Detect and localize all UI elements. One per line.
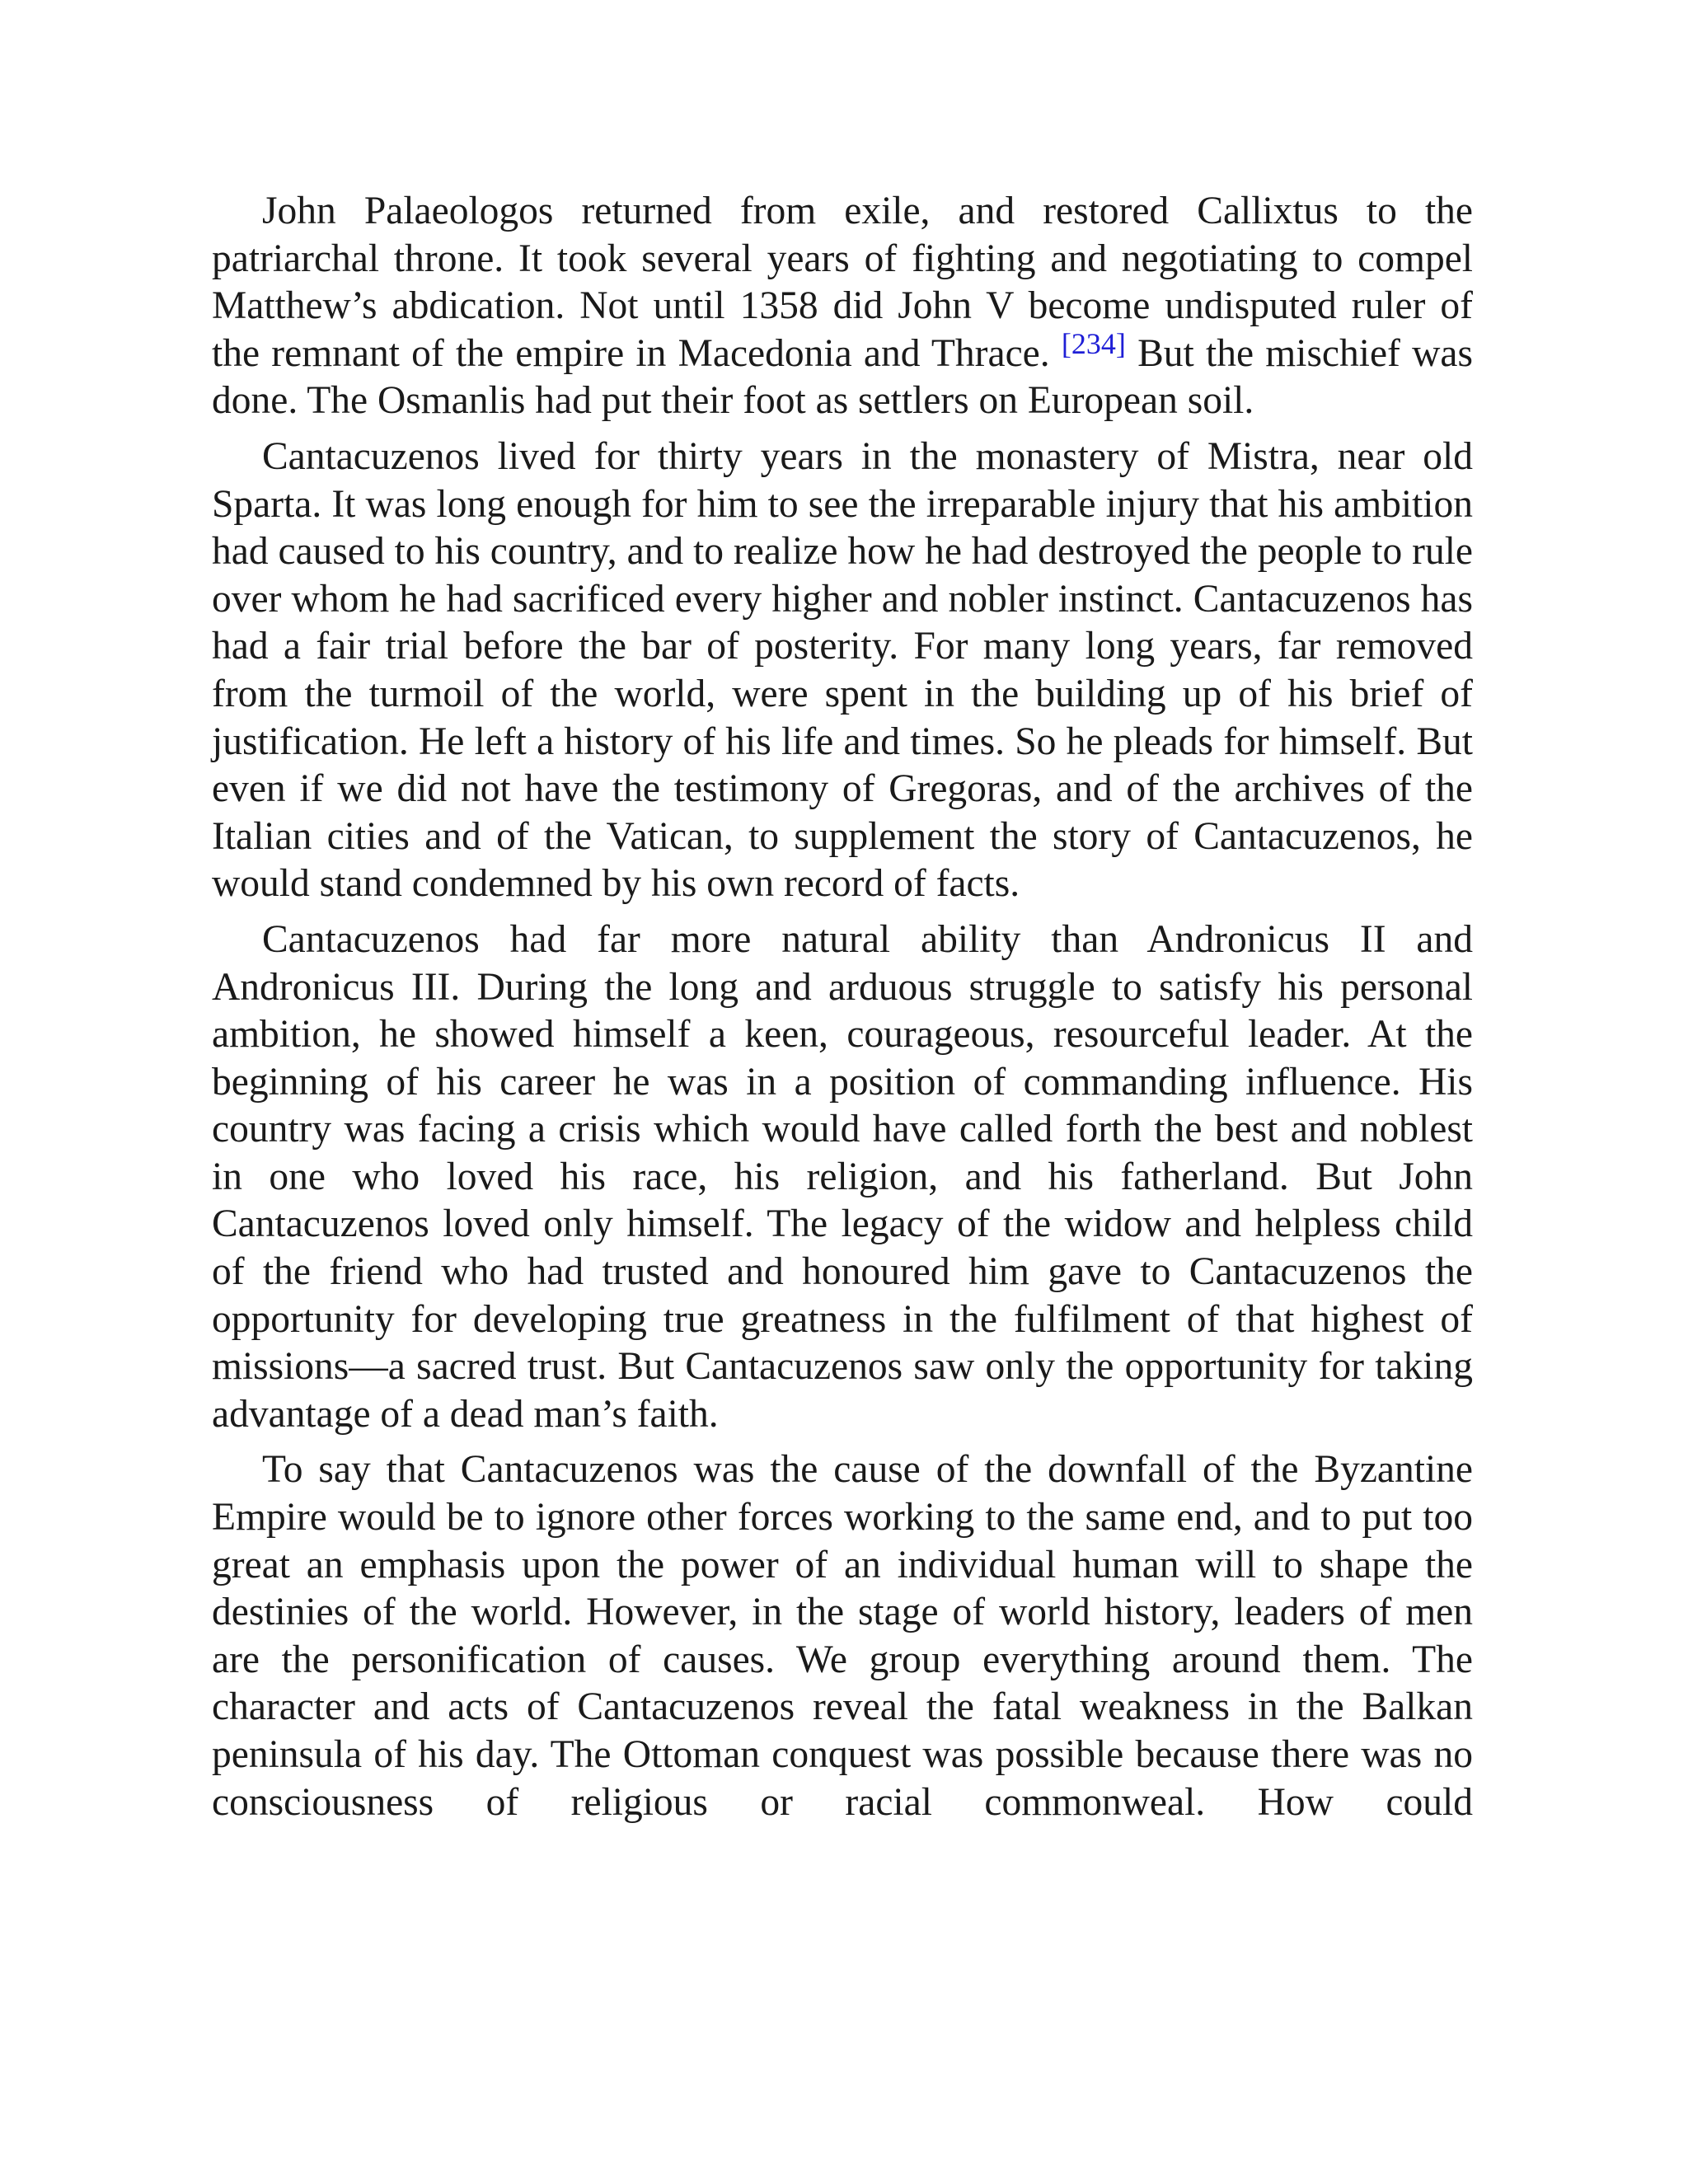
paragraph-4: To say that Cantacuzenos was the cause of the downfall of the Byzantine Empire would be to ignore other forces working to the same end, and to put too great an emphasis upon the power of an individual human will to shape the destinies of the world. However, in the stage of world history, leaders of men are the personification of causes. We group everything around them. The character and acts of Cantacuzenos reveal the fatal weakness in the Balkan peninsula of his day. The Ottoman conquest was possible because there was no consciousness of religious or racial commonweal. How could xyxy=(212,1448,1473,1824)
paragraph-1-text-before: John Palaeologos returned from exile, and restored Callixtus to the patriarchal throne. It took several years of fighting and negotiating to compel Matthew’s abdication. Not until 1358 did John V become undisputed ruler of the remnant of the empire in Macedonia and Thrace. xyxy=(212,190,1473,375)
footnote-link-234[interactable]: [234] xyxy=(1061,326,1126,360)
paragraph-1-text-after: But the mischief was done. The Osmanlis had put their foot as settlers on European soil. xyxy=(212,331,1473,423)
document-page xyxy=(212,188,1473,1835)
paragraph-2: Cantacuzenos lived for thirty years in the monastery of Mistra, near old Sparta. It was long enough for him to see the irreparable injury that his ambition had caused to his country, and to realize how he had destroyed the people to rule over whom he had sacrificed every higher and nobler instinct. Cantacuzenos has had a fair trial before the bar of posterity. For many long years, far removed from the turmoil of the world, were spent in the building up of his brief of justification. He left a history of his life and times. So he pleads for himself. But even if we did not have the testimony of Gregoras, and of the archives of the Italian cities and of the Vatican, to supplement the story of Cantacuzenos, he would stand condemned by his own record of facts. xyxy=(212,434,1473,906)
paragraph-3: Cantacuzenos had far more natural ability than Andronicus II and Andronicus III. During the long and arduous struggle to satisfy his personal ambition, he showed himself a keen, courageous, resourceful leader. At the beginning of his career he was in a position of commanding influence. His country was facing a crisis which would have called forth the best and noblest in one who loved his race, his religion, and his fatherland. But John Cantacuzenos loved only himself. The legacy of the widow and helpless child of the friend who had trusted and honoured him gave to Cantacuzenos the opportunity for developing true greatness in the fulfilment of that highest of missions—a sacred trust. But Cantacuzenos saw only the opportunity for taking advantage of a dead man’s faith. xyxy=(212,917,1473,1436)
paragraph-1 xyxy=(212,188,1473,425)
